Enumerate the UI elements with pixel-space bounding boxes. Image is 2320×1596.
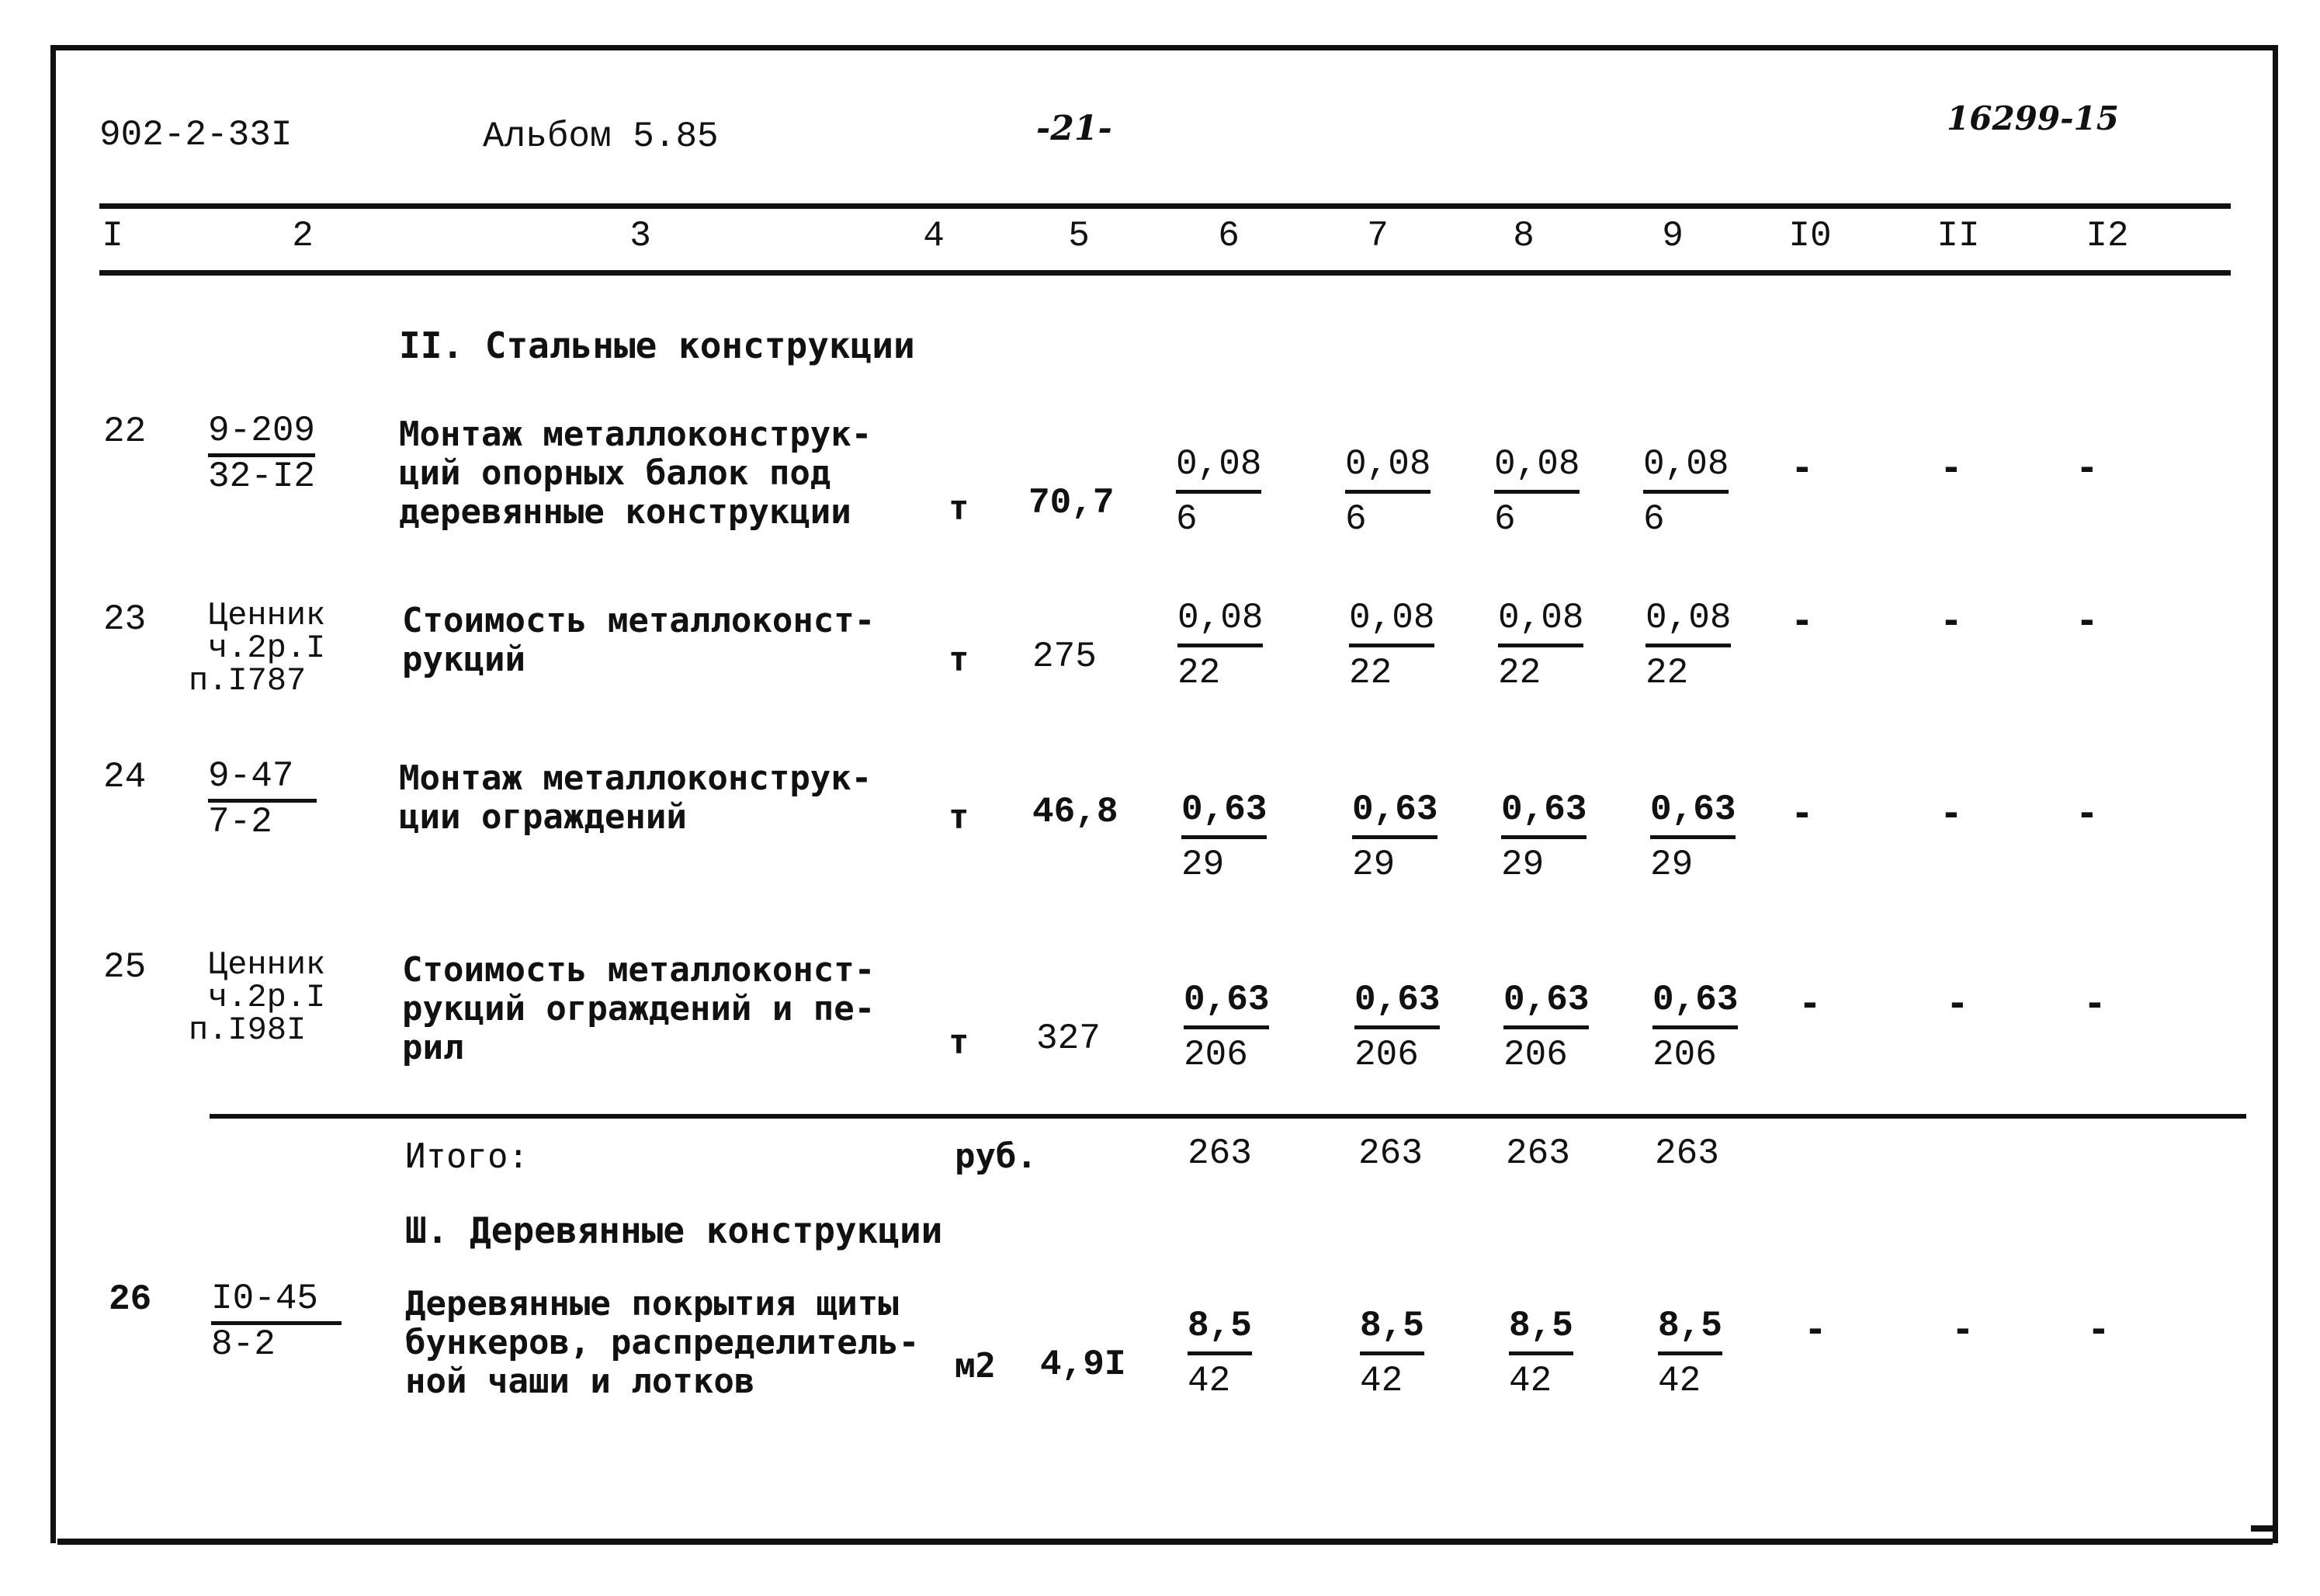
value-col8 <box>1509 1300 1573 1407</box>
value-col6 <box>1176 439 1261 545</box>
reference-line: п.I787 <box>189 662 307 699</box>
item-description <box>399 759 872 837</box>
value-bottom: 6 <box>1176 499 1198 540</box>
frame-border-top <box>50 45 2278 50</box>
value-top: 0,63 <box>1503 974 1589 1029</box>
value-top: 0,08 <box>1176 439 1261 494</box>
value-top: 0,63 <box>1652 974 1738 1029</box>
description-line: Монтаж металлоконструк- <box>399 415 872 454</box>
col-num-9: 9 <box>1662 216 1684 256</box>
unit: т <box>948 488 969 528</box>
value-top: 0,63 <box>1184 974 1269 1029</box>
value-top: 0,63 <box>1650 784 1736 839</box>
col-num-4: 4 <box>923 216 945 256</box>
value-bottom: 29 <box>1501 845 1545 885</box>
value-bottom: 22 <box>1498 653 1541 693</box>
value-top: 0,63 <box>1181 784 1267 839</box>
row-number: 22 <box>103 411 147 452</box>
norm-code-top: 9-47 <box>208 757 317 803</box>
value-col11: - <box>1947 982 1968 1024</box>
value-col11: - <box>1940 446 1962 488</box>
value-col8 <box>1503 974 1589 1081</box>
reference-line: п.I98I <box>189 1011 307 1049</box>
reference-line: ч.2р.I <box>208 630 326 667</box>
description-line: ции ограждений <box>399 797 687 837</box>
col-num-2: 2 <box>292 216 314 256</box>
total-col8: 263 <box>1506 1133 1570 1174</box>
total-col6: 263 <box>1188 1133 1252 1174</box>
page-number: -21- <box>1036 109 1112 148</box>
total-col7: 263 <box>1358 1133 1423 1174</box>
section-title-wood: Ш. Деревянные конструкции <box>405 1209 943 1251</box>
value-col6 <box>1181 784 1267 890</box>
value-top: 8,5 <box>1509 1300 1573 1355</box>
col-num-8: 8 <box>1513 216 1535 256</box>
value-col8 <box>1498 592 1583 699</box>
value-col12: - <box>2076 446 2098 488</box>
value-bottom: 6 <box>1643 499 1665 540</box>
total-unit: руб. <box>955 1136 1037 1176</box>
norm-code-bottom: 8-2 <box>211 1324 276 1365</box>
description-line: ной чаши и лотков <box>405 1362 755 1401</box>
value-bottom: 29 <box>1650 845 1694 885</box>
item-description <box>402 602 875 679</box>
col-num-5: 5 <box>1068 216 1090 256</box>
norm-code-bottom: 7-2 <box>208 802 272 842</box>
value-col8 <box>1501 784 1587 890</box>
description-line: деревянные конструкции <box>399 492 851 532</box>
unit-price: 275 <box>1032 637 1097 677</box>
row-number: 26 <box>109 1279 152 1320</box>
value-top: 0,08 <box>1643 439 1729 494</box>
value-bottom: 22 <box>1646 653 1689 693</box>
description-line: Монтаж металлоконструк- <box>399 758 872 798</box>
value-top: 0,08 <box>1646 592 1731 647</box>
value-col7 <box>1349 592 1434 699</box>
value-col10: - <box>1805 1308 1826 1350</box>
norm-code-top: I0-45 <box>211 1279 342 1325</box>
frame-corner-mark <box>2251 1525 2278 1532</box>
value-bottom: 206 <box>1354 1035 1419 1075</box>
unit-price: 46,8 <box>1032 792 1118 832</box>
value-col6 <box>1188 1300 1252 1407</box>
price-book-reference <box>189 599 325 697</box>
unit: т <box>948 640 969 679</box>
frame-border-right <box>2273 45 2278 1543</box>
value-top: 0,08 <box>1349 592 1434 647</box>
value-col11: - <box>1940 792 1962 834</box>
value-bottom: 206 <box>1184 1035 1248 1075</box>
project-code: 902-2-33I <box>99 115 293 155</box>
section-title-steel: II. Стальные конструкции <box>399 324 915 366</box>
total-label: Итого: <box>405 1136 529 1176</box>
value-col10: - <box>1799 982 1821 1024</box>
value-bottom: 206 <box>1652 1035 1717 1075</box>
value-top: 0,63 <box>1352 784 1437 839</box>
header-rule-top <box>99 203 2231 209</box>
row-number: 24 <box>103 757 147 797</box>
value-col7 <box>1345 439 1430 545</box>
value-bottom: 42 <box>1509 1361 1552 1401</box>
value-top: 8,5 <box>1360 1300 1424 1355</box>
item-description <box>405 1285 919 1401</box>
value-bottom: 29 <box>1352 845 1396 885</box>
description-line: Деревянные покрытия щиты <box>405 1284 899 1324</box>
value-top: 0,08 <box>1494 439 1580 494</box>
reference-line: Ценник <box>208 946 326 984</box>
value-col8 <box>1494 439 1580 545</box>
item-description <box>399 415 872 532</box>
header-rule-bottom <box>99 270 2231 276</box>
value-bottom: 22 <box>1177 653 1221 693</box>
value-col9 <box>1646 592 1731 699</box>
value-col6 <box>1184 974 1269 1081</box>
description-line: бункеров, распределитель- <box>405 1323 920 1362</box>
norm-code-bottom: 32-I2 <box>208 456 316 497</box>
norm-code <box>208 757 317 841</box>
unit-price: 4,9I <box>1040 1344 1126 1385</box>
album-label: Альбом 5.85 <box>483 116 719 157</box>
total-rule <box>210 1114 2246 1119</box>
value-top: 0,63 <box>1501 784 1587 839</box>
value-bottom: 6 <box>1494 499 1516 540</box>
unit-price: 327 <box>1036 1018 1101 1059</box>
frame-border-bottom <box>57 1539 2273 1545</box>
norm-code <box>211 1279 342 1364</box>
description-line: Стоимость металлоконст- <box>402 950 876 990</box>
col-num-12: I2 <box>2086 216 2129 256</box>
value-col11: - <box>1940 599 1962 641</box>
value-bottom: 42 <box>1360 1361 1403 1401</box>
unit: т <box>948 797 969 837</box>
value-col12: - <box>2076 792 2098 834</box>
value-col9 <box>1652 974 1738 1081</box>
row-number: 23 <box>103 599 147 640</box>
value-bottom: 22 <box>1349 653 1392 693</box>
row-number: 25 <box>103 947 147 987</box>
description-line: рил <box>402 1028 464 1067</box>
col-num-6: 6 <box>1218 216 1240 256</box>
value-col10: - <box>1791 792 1813 834</box>
value-col7 <box>1360 1300 1424 1407</box>
col-num-3: 3 <box>629 216 651 256</box>
value-col11: - <box>1952 1308 1974 1350</box>
value-col12: - <box>2088 1308 2110 1350</box>
value-col6 <box>1177 592 1263 699</box>
norm-code <box>208 411 315 496</box>
value-top: 0,08 <box>1345 439 1430 494</box>
item-description <box>402 951 875 1067</box>
col-num-10: I0 <box>1788 216 1832 256</box>
value-col10: - <box>1791 446 1813 488</box>
value-col12: - <box>2084 982 2106 1024</box>
description-line: ций опорных балок под <box>399 453 831 493</box>
value-top: 0,08 <box>1177 592 1263 647</box>
description-line: рукций <box>402 640 525 679</box>
norm-code-top: 9-209 <box>208 411 315 457</box>
value-top: 0,08 <box>1498 592 1583 647</box>
unit: м2 <box>955 1346 996 1386</box>
reference-line: ч.2р.I <box>208 979 326 1016</box>
total-col9: 263 <box>1655 1133 1719 1174</box>
value-col12: - <box>2076 599 2098 641</box>
reference-line: Ценник <box>208 597 326 634</box>
value-col10: - <box>1791 599 1813 641</box>
unit: т <box>948 1022 969 1062</box>
value-bottom: 6 <box>1345 499 1367 540</box>
col-num-1: I <box>102 216 123 256</box>
description-line: Стоимость металлоконст- <box>402 601 876 640</box>
value-top: 0,63 <box>1354 974 1440 1029</box>
col-num-11: II <box>1937 216 1980 256</box>
value-col7 <box>1352 784 1437 890</box>
frame-border-left <box>50 45 56 1543</box>
value-col9 <box>1643 439 1729 545</box>
archive-code: 16299-15 <box>1947 99 2119 137</box>
unit-price: 70,7 <box>1028 483 1115 523</box>
value-col9 <box>1658 1300 1722 1407</box>
value-bottom: 206 <box>1503 1035 1568 1075</box>
col-num-7: 7 <box>1367 216 1389 256</box>
description-line: рукций ограждений и пе- <box>402 989 876 1029</box>
price-book-reference <box>189 946 326 1049</box>
value-top: 8,5 <box>1658 1300 1722 1355</box>
value-top: 8,5 <box>1188 1300 1252 1355</box>
value-bottom: 29 <box>1181 845 1225 885</box>
value-col9 <box>1650 784 1736 890</box>
value-bottom: 42 <box>1658 1361 1701 1401</box>
value-bottom: 42 <box>1188 1361 1231 1401</box>
value-col7 <box>1354 974 1440 1081</box>
